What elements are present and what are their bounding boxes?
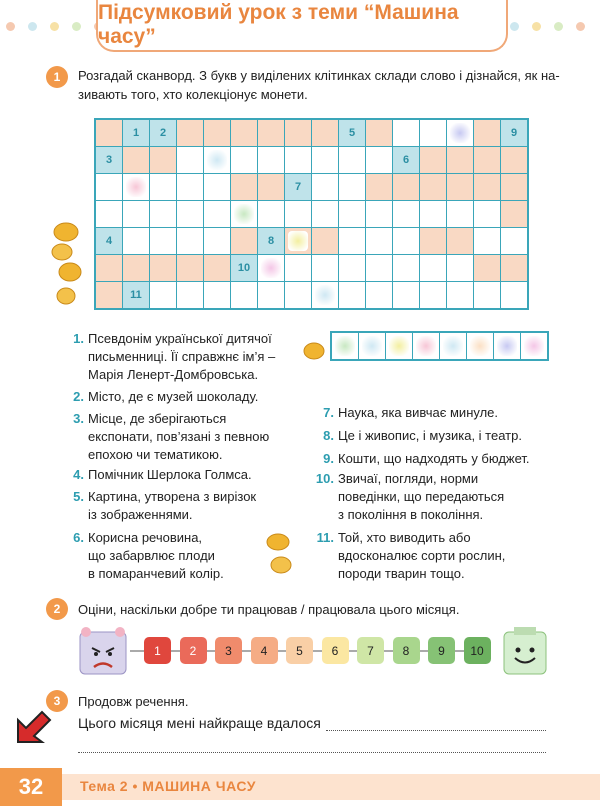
clue-number-cell [96,147,122,173]
grid-cell[interactable] [312,228,338,254]
clue-number-label: 2. [73,389,84,404]
grid-cell[interactable] [231,174,257,200]
grid-cell[interactable] [501,201,527,227]
grid-cell[interactable] [393,174,419,200]
grid-cell[interactable] [177,255,203,281]
rating-option[interactable]: 7 [357,637,384,664]
footer-topic: Тема 2 • МАШИНА ЧАСУ [80,778,257,794]
grid-cell[interactable] [96,282,122,308]
grid-cell[interactable] [177,201,203,227]
answer-line[interactable] [326,730,546,731]
rating-option[interactable]: 9 [428,637,455,664]
clue-line: Той, хто виводить або [338,530,471,545]
highlight-cell [450,123,470,143]
rating-option[interactable]: 5 [286,637,313,664]
clue-number-label: 10. [315,471,334,486]
grid-cell[interactable] [204,120,230,146]
clue-number-cell [393,147,419,173]
coins-icon [48,220,88,310]
grid-cell[interactable] [447,201,473,227]
clue-number-cell [339,120,365,146]
grid-cell[interactable] [312,201,338,227]
grid-cell[interactable] [474,255,500,281]
task3-instruction: Продовж речення. [78,694,189,709]
clue-number-cell [150,120,176,146]
clue-line: Картина, утворена з вирізок [88,489,257,504]
grid-cell[interactable] [150,282,176,308]
grid-cell[interactable] [177,174,203,200]
clue-number: 9 [510,127,518,139]
task-number-2: 2 [46,598,68,620]
clue-number-cell [123,282,149,308]
grid-cell[interactable] [501,282,527,308]
grid-cell[interactable] [501,147,527,173]
clue-number-label: 1. [73,331,84,346]
grid-cell[interactable] [312,120,338,146]
grid-cell[interactable] [447,174,473,200]
grid-cell[interactable] [474,147,500,173]
clue-number: 3 [105,154,113,166]
clue-line: Місто, де є музей шоколаду. [88,389,259,404]
grid-cell[interactable] [258,174,284,200]
grid-cell[interactable] [312,174,338,200]
task-number-1: 1 [46,66,68,88]
grid-cell[interactable] [150,174,176,200]
grid-cell[interactable] [420,120,446,146]
clue-number-cell [231,255,257,281]
grid-cell[interactable] [204,282,230,308]
answer-word-row [330,331,549,361]
clue-number-label: 5. [73,489,84,504]
grid-cell[interactable] [96,174,122,200]
coins-icon [262,530,296,580]
grid-cell[interactable] [285,228,311,254]
clue-number-cell [96,228,122,254]
grid-cell[interactable] [285,282,311,308]
grid-cell[interactable] [177,282,203,308]
grid-cell[interactable] [285,147,311,173]
clue-number-label: 3. [73,411,84,426]
grid-cell[interactable] [177,147,203,173]
grid-cell[interactable] [123,174,149,200]
clue-number: 7 [294,181,302,193]
grid-cell[interactable] [312,255,338,281]
grid-cell[interactable] [231,282,257,308]
clue-line: що забарвлює плоди [88,548,215,563]
answer-cell[interactable] [494,333,520,359]
grid-cell[interactable] [501,228,527,254]
grid-cell[interactable] [474,228,500,254]
grid-cell[interactable] [339,174,365,200]
grid-cell[interactable] [420,147,446,173]
grid-cell[interactable] [501,255,527,281]
grid-cell[interactable] [474,282,500,308]
rating-option[interactable]: 10 [464,637,491,664]
grid-cell[interactable] [420,228,446,254]
arrow-icon [14,706,54,746]
clue-number-label: 8. [323,428,334,443]
grid-cell[interactable] [150,147,176,173]
grid-cell[interactable] [231,120,257,146]
clue-line: Звичаї, погляди, норми [338,471,479,486]
highlight-cell [315,285,335,305]
clue-line: Помічник Шерлока Голмса. [88,467,252,482]
clue-line: експонати, пов’язані з певною [88,429,270,444]
grid-cell[interactable] [231,147,257,173]
grid-cell[interactable] [285,201,311,227]
page-number: 32 [0,768,62,806]
rating-option[interactable]: 4 [251,637,278,664]
answer-cell[interactable] [413,333,439,359]
grid-cell[interactable] [177,228,203,254]
lesson-title-box [96,0,508,52]
rating-option[interactable]: 3 [215,637,242,664]
highlight-cell [288,231,308,251]
clue-number: 4 [105,235,113,247]
clue-line: вдосконалює сорти рослин, [338,548,506,563]
grid-cell[interactable] [258,201,284,227]
coin-icon [302,340,326,362]
grid-cell[interactable] [204,201,230,227]
clue-number: 11 [130,289,142,301]
grid-cell[interactable] [366,147,392,173]
grid-cell[interactable] [393,120,419,146]
grid-cell[interactable] [447,120,473,146]
grid-cell[interactable] [204,147,230,173]
clue-line: письменниці. Її справжнє ім’я – [88,349,276,364]
highlight-cell [234,204,254,224]
clue-line: Корисна речовина, [88,530,203,545]
clue-number: 5 [348,127,356,139]
grid-cell[interactable] [123,255,149,281]
grid-cell[interactable] [150,228,176,254]
task3-sentence: Цього місяця мені найкраще вдалося [78,715,321,731]
grid-cell[interactable] [420,282,446,308]
task1-instruction: Розгадай сканворд. З букв у виділених клітинках склади слово і дізнайся, як на- зивають того, хто колекціонує монети. [78,68,560,102]
clue-line: Це і живопис, і музика, і театр. [338,428,522,443]
clue-line: Наука, яка вивчає минуле. [338,405,499,420]
crossword-grid [94,118,529,310]
grid-cell[interactable] [204,174,230,200]
clue-number-label: 11. [316,530,334,545]
grid-cell[interactable] [393,201,419,227]
clue-number-label: 4. [73,467,84,482]
grid-cell[interactable] [96,120,122,146]
task-number-3: 3 [46,690,68,712]
highlight-cell [261,258,281,278]
grid-cell[interactable] [339,201,365,227]
task2-instruction: Оціни, наскільки добре ти працював / працювала цього місяця. [78,602,460,617]
sad-face-icon [76,626,132,678]
grid-cell[interactable] [123,201,149,227]
grid-cell[interactable] [366,120,392,146]
grid-cell[interactable] [258,282,284,308]
grid-cell[interactable] [393,255,419,281]
grid-cell[interactable] [258,147,284,173]
clue-item [323,450,530,468]
clue-item [73,388,259,406]
decor-dots-right [510,22,585,31]
answer-cell[interactable] [332,333,358,359]
clue-line: Кошти, що надходять у бюджет. [338,451,530,466]
grid-cell[interactable] [123,147,149,173]
grid-cell[interactable] [474,120,500,146]
grid-cell[interactable] [231,201,257,227]
highlight-cell [207,150,227,170]
clue-item [323,404,499,422]
grid-cell[interactable] [96,255,122,281]
grid-cell[interactable] [258,120,284,146]
clue-line: із зображеннями. [88,507,193,522]
rating-option[interactable]: 2 [180,637,207,664]
grid-cell[interactable] [123,228,149,254]
clue-number: 2 [159,127,167,139]
grid-cell[interactable] [204,255,230,281]
clue-item [73,466,252,484]
answer-cell[interactable] [467,333,493,359]
grid-cell[interactable] [393,282,419,308]
clue-item [323,427,522,445]
grid-cell[interactable] [420,201,446,227]
happy-face-icon [500,624,552,678]
clue-item [315,470,505,524]
grid-cell[interactable] [204,228,230,254]
clue-line: поведінки, що передаються [338,489,505,504]
clue-item [73,488,257,524]
rating-option[interactable]: 1 [144,637,171,664]
clue-item [73,330,276,384]
grid-cell[interactable] [150,255,176,281]
clue-line: Марія Ленерт-Домбровська. [88,367,259,382]
grid-cell[interactable] [393,228,419,254]
clue-number: 8 [267,235,275,247]
rating-option[interactable]: 8 [393,637,420,664]
clue-number: 6 [402,154,410,166]
clue-number: 1 [132,127,140,139]
grid-cell[interactable] [366,174,392,200]
grid-cell[interactable] [366,282,392,308]
clue-line: епохою чи тематикою. [88,447,223,462]
clue-line: Місце, де зберігаються [88,411,227,426]
clue-item [316,529,506,583]
clue-item [73,529,224,583]
clue-number-label: 7. [323,405,334,420]
clue-line: з покоління в покоління. [338,507,484,522]
clue-number-cell [123,120,149,146]
grid-cell[interactable] [258,255,284,281]
grid-cell[interactable] [447,282,473,308]
grid-cell[interactable] [150,201,176,227]
grid-cell[interactable] [366,201,392,227]
grid-cell[interactable] [285,255,311,281]
answer-cell[interactable] [386,333,412,359]
answer-line[interactable] [78,752,546,753]
page-footer [0,768,600,806]
answer-cell[interactable] [521,333,547,359]
clue-item [73,410,270,464]
grid-cell[interactable] [447,147,473,173]
grid-cell[interactable] [366,228,392,254]
answer-cell[interactable] [440,333,466,359]
clue-number-cell [501,120,527,146]
clue-number-label: 9. [323,451,334,466]
grid-cell[interactable] [420,174,446,200]
clue-number: 10 [237,262,251,274]
grid-cell[interactable] [366,255,392,281]
grid-cell[interactable] [420,255,446,281]
grid-cell[interactable] [312,282,338,308]
clue-line: в помаранчевий колір. [88,566,224,581]
grid-cell[interactable] [474,201,500,227]
clue-number-cell [285,174,311,200]
clue-line: Псевдонім української дитячої [88,331,272,346]
grid-cell[interactable] [339,147,365,173]
grid-cell[interactable] [177,120,203,146]
clue-line: породи тварин тощо. [338,566,465,581]
clue-number-cell [258,228,284,254]
answer-cell[interactable] [359,333,385,359]
grid-cell[interactable] [474,174,500,200]
grid-cell[interactable] [312,147,338,173]
grid-cell[interactable] [231,228,257,254]
clue-number-label: 6. [73,530,84,545]
lesson-title: Підсумковий урок з теми “Машина часу” [98,1,459,48]
rating-option[interactable]: 6 [322,637,349,664]
grid-cell[interactable] [339,282,365,308]
grid-cell[interactable] [339,255,365,281]
grid-cell[interactable] [501,174,527,200]
highlight-cell [126,177,146,197]
grid-cell[interactable] [339,228,365,254]
grid-cell[interactable] [285,120,311,146]
grid-cell[interactable] [447,255,473,281]
grid-cell[interactable] [447,228,473,254]
grid-cell[interactable] [96,201,122,227]
